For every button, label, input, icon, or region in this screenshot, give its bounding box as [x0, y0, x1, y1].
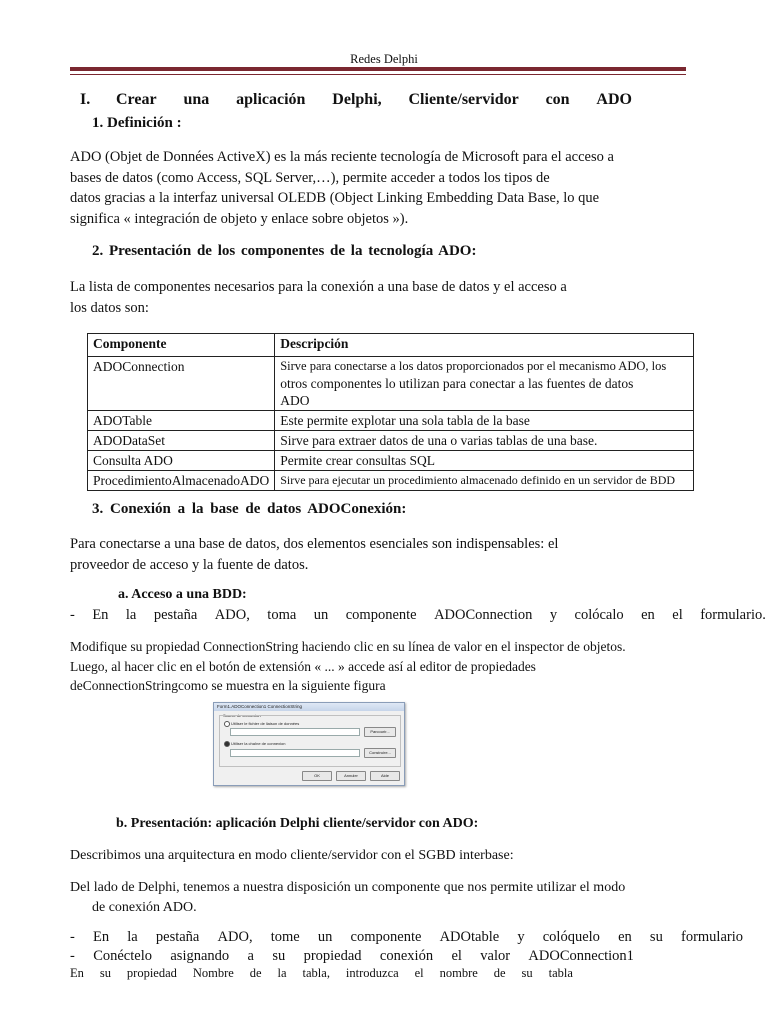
- text-line: ADO (Objet de Données ActiveX) es la más reciente tecnología de Microsoft para el acceso a: [70, 149, 614, 165]
- word: Conéctelo: [93, 948, 152, 964]
- text-line: Del lado de Delphi, tenemos a nuestra disposición un componente que nos permite utilizar el modo: [70, 880, 626, 895]
- word: toma: [267, 607, 297, 623]
- word: la: [127, 929, 138, 945]
- presentation-line-table-name: [70, 966, 573, 981]
- word: aplicación: [236, 91, 306, 108]
- dialog-browse-button: Parcourir...: [364, 727, 396, 737]
- word: nombre: [439, 966, 478, 980]
- table-cell-desc: Permite crear consultas SQL: [275, 451, 694, 471]
- table-cell-name-text: ProcedimientoAlmacenadoADO: [93, 473, 270, 488]
- word: En: [93, 929, 110, 945]
- word: tome: [270, 929, 300, 945]
- radio-icon: [224, 721, 230, 727]
- word: introduzca: [345, 966, 399, 980]
- table-header-component: Componente: [88, 334, 275, 357]
- table-cell-name: [88, 471, 275, 491]
- definition-heading: 1. Definición :: [92, 115, 182, 131]
- word: con: [545, 91, 570, 108]
- word: el: [414, 966, 424, 980]
- word: -: [70, 607, 75, 623]
- word: Nombre: [192, 966, 234, 980]
- word: ADO,: [214, 607, 250, 623]
- access-paragraph: [70, 637, 626, 696]
- text-line: Para conectarse a una base de datos, dos elementos esenciales son indispensables: el: [70, 536, 559, 552]
- word: de: [249, 966, 262, 980]
- word: el: [451, 948, 462, 964]
- table-cell-desc: Este permite explotar una sola tabla de la base: [275, 411, 694, 431]
- definition-paragraph: [70, 147, 614, 229]
- word: su: [521, 966, 533, 980]
- section-number: I.: [80, 91, 91, 108]
- text-line: Modifique su propiedad ConnectionString haciendo clic en su línea de valor en el inspector de objetos.: [70, 639, 626, 654]
- table-row: [88, 431, 694, 451]
- text-line: datos gracias a la interfaz universal OLEDB (Object Linking Embedding Data Base, lo que: [70, 190, 600, 206]
- word: su: [649, 929, 663, 945]
- connection-heading: 3. Conexión a la base de datos ADOConexión:: [92, 501, 407, 517]
- text-line: los datos son:: [70, 299, 149, 316]
- word: Delphi,: [332, 91, 382, 108]
- word: componente: [345, 607, 417, 623]
- word: en: [641, 607, 655, 623]
- page-header-title: Redes Delphi: [350, 52, 418, 66]
- word: su: [272, 948, 286, 964]
- table-cell-desc: Sirve para ejecutar un procedimiento almacenado definido en un servidor de BDD: [275, 471, 694, 491]
- table-cell-name: ADOConnection: [88, 357, 275, 411]
- word: valor: [480, 948, 511, 964]
- word: pestaña: [153, 607, 198, 623]
- word: ADOtable: [439, 929, 500, 945]
- word: la: [125, 607, 137, 623]
- word: el: [672, 607, 683, 623]
- word: ADOConnection: [434, 607, 533, 623]
- word: tabla,: [302, 966, 330, 980]
- word: formulario.: [700, 607, 766, 623]
- section-title: [116, 91, 632, 109]
- word: tabla: [548, 966, 573, 980]
- word: En: [70, 966, 84, 980]
- word: y: [549, 607, 558, 623]
- word: conexión: [379, 948, 434, 964]
- word: una: [183, 91, 210, 108]
- components-intro: [70, 277, 567, 318]
- radio-selected-icon: [224, 741, 230, 747]
- connectionstring-dialog-image: [213, 702, 405, 786]
- access-heading: a. Acceso a una BDD:: [118, 587, 247, 602]
- table-row: [88, 411, 694, 431]
- word: colócalo: [574, 607, 624, 623]
- dialog-help-button: Aide: [370, 771, 400, 781]
- connection-paragraph: [70, 534, 558, 575]
- dialog-string-input: [230, 749, 360, 757]
- word: propiedad: [126, 966, 177, 980]
- table-cell-name: Consulta ADO: [88, 451, 275, 471]
- word: y: [517, 929, 525, 945]
- word: de: [493, 966, 506, 980]
- dialog-file-combo: [230, 728, 360, 736]
- text-line: La lista de componentes necesarios para la conexión a una base de datos y el acceso a: [70, 279, 567, 295]
- word: su: [99, 966, 111, 980]
- table-cell-name: ADODataSet: [88, 431, 275, 451]
- dialog-ok-button: OK: [302, 771, 332, 781]
- word: componente: [350, 929, 422, 945]
- presentation-bullet-1: [70, 927, 743, 948]
- word: Cliente/servidor: [408, 91, 519, 108]
- components-table: [87, 333, 694, 491]
- text-line: Luego, al hacer clic en el botón de extensión « ... » accede así al editor de propiedades: [70, 658, 536, 674]
- word: un: [317, 929, 333, 945]
- table-row: [88, 471, 694, 491]
- dialog-titlebar: Form1.ADOConnection1 ConnectionString: [214, 703, 404, 711]
- dialog-group-label: Source de connexion: [223, 713, 261, 718]
- word: formulario: [680, 929, 743, 945]
- table-cell-desc: [275, 357, 694, 411]
- header-rule-thin: [70, 74, 686, 75]
- access-bullet: [70, 605, 766, 626]
- word: ADO: [596, 91, 632, 108]
- word: propiedad: [303, 948, 362, 964]
- word: Crear: [116, 91, 157, 108]
- word: asignando: [170, 948, 230, 964]
- dialog-option-2: Utiliser la chaîne de connexion: [231, 741, 286, 746]
- word: pestaña: [155, 929, 200, 945]
- table-header-row: [88, 334, 694, 357]
- dialog-cancel-button: Annuler: [336, 771, 366, 781]
- word: En: [92, 607, 109, 623]
- text-line: de conexión ADO.: [92, 900, 197, 915]
- presentation-paragraph-1: Describimos una arquitectura en modo cliente/servidor con el SGBD interbase:: [70, 848, 514, 863]
- presentation-paragraph-2: [70, 878, 625, 918]
- text-line: proveedor de acceso y la fuente de datos.: [70, 556, 309, 573]
- table-header-description: Descripción: [275, 334, 694, 357]
- word: ADO,: [217, 929, 253, 945]
- table-row: [88, 357, 694, 411]
- components-heading: 2. Presentación de los componentes de la tecnología ADO:: [92, 243, 477, 259]
- dialog-build-button: Construire...: [364, 748, 396, 758]
- word: en: [618, 929, 632, 945]
- dialog-option-1: Utiliser le fichier de liaison de données: [231, 721, 300, 726]
- table-cell-desc: Sirve para extraer datos de una o varias tablas de una base.: [275, 431, 694, 451]
- desc-line: Sirve para conectarse a los datos proporcionados por el mecanismo ADO, los: [280, 359, 667, 373]
- word: un: [313, 607, 329, 623]
- header-rule-thick: [70, 67, 686, 71]
- presentation-heading: b. Presentación: aplicación Delphi cliente/servidor con ADO:: [116, 816, 479, 831]
- word: a: [247, 948, 254, 964]
- table-row: [88, 451, 694, 471]
- desc-line: ADO: [280, 393, 310, 408]
- presentation-bullet-2: [70, 946, 634, 967]
- text-line: deConnectionStringcomo se muestra en la siguiente figura: [70, 678, 386, 693]
- word: -: [70, 929, 75, 945]
- word: ADOConnection1: [528, 948, 634, 964]
- table-cell-name: ADOTable: [88, 411, 275, 431]
- text-line: significa « integración de objeto y enlace sobre objetos »).: [70, 210, 409, 227]
- word: colóquelo: [542, 929, 600, 945]
- desc-line: otros componentes lo utilizan para conectar a las fuentes de datos: [280, 376, 634, 391]
- word: la: [277, 966, 287, 980]
- text-line: bases de datos (como Access, SQL Server,…), permite acceder a todos los tipos de: [70, 169, 550, 186]
- word: -: [70, 948, 75, 964]
